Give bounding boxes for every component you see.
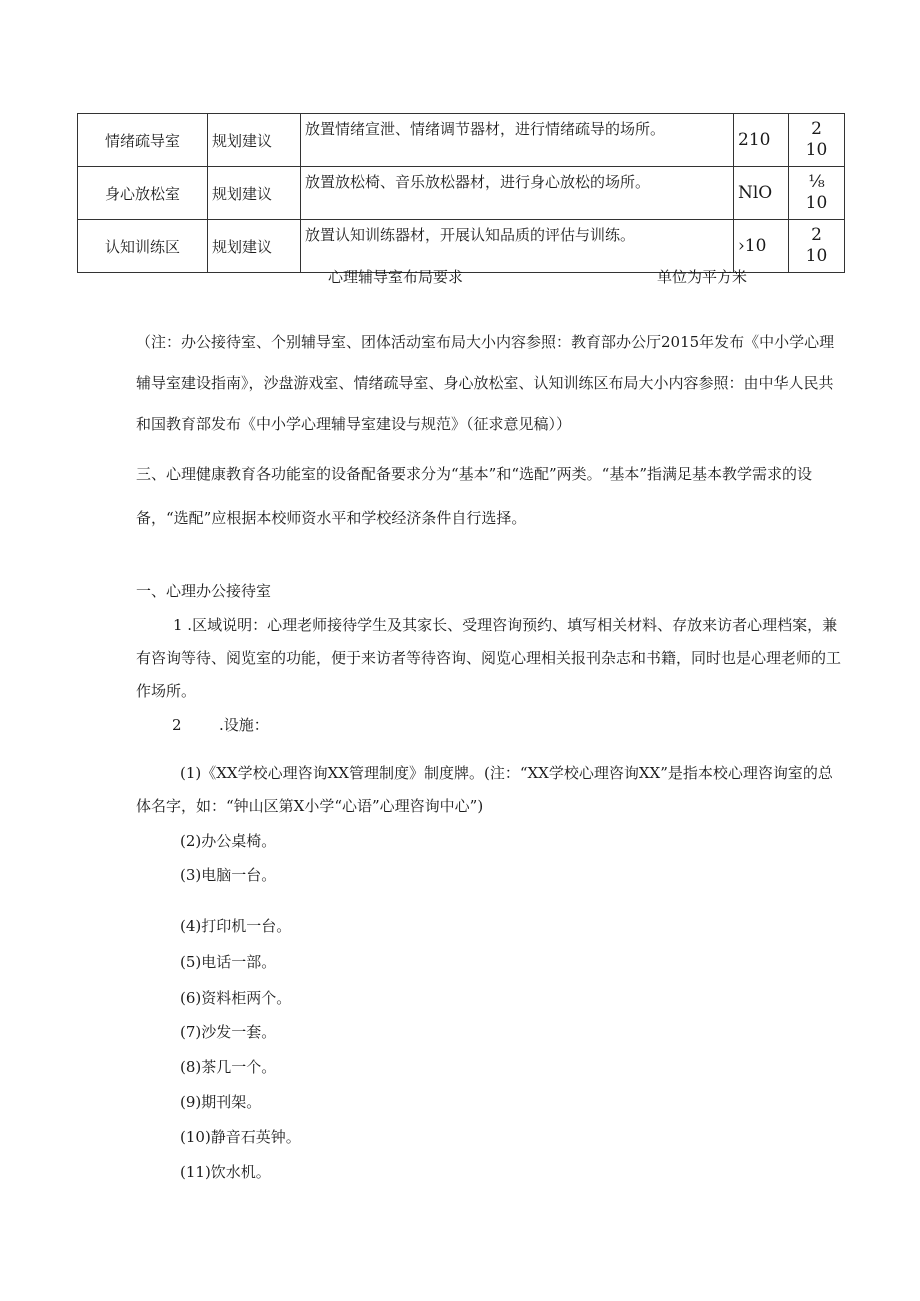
room-description: 放置放松椅、音乐放松器材，进行身心放松的场所。: [301, 167, 734, 220]
room-max-area-bottom: 10: [805, 246, 828, 266]
room-max-area-top: 2: [811, 119, 822, 139]
list-item: (7)沙发一套。: [180, 1023, 277, 1041]
list-item: (3)电脑一台。: [180, 866, 277, 884]
list-item: (6)资料柜两个。: [180, 989, 292, 1007]
room-min-area: 210: [734, 114, 789, 167]
section-heading: 一、心理办公接待室: [136, 582, 272, 600]
room-name: 情绪疏导室: [78, 114, 208, 167]
list-item: (11)饮水机。: [180, 1163, 271, 1181]
list-item: (5)电话一部。: [180, 953, 277, 971]
room-min-area: NlO: [734, 167, 789, 220]
room-max-area-bottom: 10: [805, 193, 828, 213]
table-caption: 心理辅导室布局要求: [328, 268, 464, 286]
room-max-area-top: 2: [811, 225, 822, 245]
table-row: [78, 167, 845, 220]
room-description: 放置情绪宣泄、情绪调节器材，进行情绪疏导的场所。: [301, 114, 734, 167]
reference-note: （注：办公接待室、个别辅导室、团体活动室布局大小内容参照：教育部办公厅2015年发布《中小学心理辅导室建设指南》，沙盘游戏室、情绪疏导室、身心放松室、认知训练区布局大小内容参照：由中华人民共和国教育部发布《中小学心理辅导室建设与规范》（征求意见稿））: [136, 333, 835, 433]
room-max-area-top: ⅛: [808, 172, 825, 192]
list-item: (2)办公桌椅。: [180, 832, 277, 850]
room-name: 身心放松室: [78, 167, 208, 220]
room-layout-table: [77, 113, 845, 273]
facilities-heading: [172, 713, 882, 737]
table-row: [78, 220, 845, 273]
list-item: (4)打印机一台。: [180, 917, 292, 935]
list-item: (10)静音石英钟。: [180, 1128, 301, 1146]
table-unit-note: 单位为平方米: [657, 268, 748, 286]
room-max-area: [789, 220, 845, 273]
room-type: 规划建议: [208, 220, 301, 273]
area-description: 1 .区域说明：心理老师接待学生及其家长、受理咨询预约、填写相关材料、存放来访者心理档案，兼有咨询等待、阅览室的功能，便于来访者等待咨询、阅览心理相关报刊杂志和书籍，同时也是心理老师的工作场所。: [136, 616, 842, 700]
list-item: (9)期刊架。: [180, 1093, 262, 1111]
room-name: 认知训练区: [78, 220, 208, 273]
list-item: (1)《XX学校心理咨询XX管理制度》制度牌。(注：“XX学校心理咨询XX”是指本校心理咨询室的总体名字，如：“钟山区第X小学“心语”心理咨询中心”): [136, 764, 833, 815]
room-max-area: [789, 114, 845, 167]
list-item: (8)茶几一个。: [180, 1058, 277, 1076]
room-type: 规划建议: [208, 114, 301, 167]
section-three-paragraph: 三、心理健康教育各功能室的设备配备要求分为“基本”和“选配”两类。“基本”指满足基本教学需求的设备，“选配”应根据本校师资水平和学校经济条件自行选择。: [136, 465, 813, 527]
room-max-area: [789, 167, 845, 220]
room-max-area-bottom: 10: [805, 140, 828, 160]
facilities-number: 2: [172, 716, 182, 734]
table-row: [78, 114, 845, 167]
room-type: 规划建议: [208, 167, 301, 220]
room-description: 放置认知训练器材，开展认知品质的评估与训练。: [301, 220, 734, 273]
room-min-area: ›10: [734, 220, 789, 273]
facilities-label: .设施：: [219, 716, 269, 734]
